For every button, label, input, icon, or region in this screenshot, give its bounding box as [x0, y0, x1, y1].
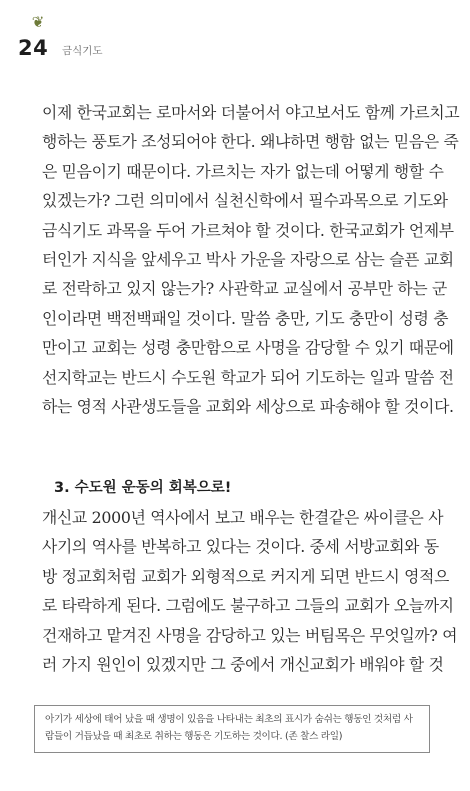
- text-line: 하는 영적 사관생도들을 교회와 세상으로 파송해야 할 것이다.: [42, 397, 454, 417]
- text-line: 건재하고 맡겨진 사명을 감당하고 있는 버팀목은 무엇일까? 여: [42, 625, 458, 645]
- text-line: 만이고 교회는 성령 충만함으로 사명을 감당할 수 있기 때문에: [42, 338, 454, 358]
- text-line: 선지학교는 반드시 수도원 학교가 되어 기도하는 일과 말씀 전: [42, 367, 454, 387]
- page-number: 24: [18, 36, 49, 60]
- quote-line: 아기가 세상에 태어 났을 때 생명이 있음을 나타내는 최초의 표시가 숨쉬는 행동인 것처럼 사: [45, 714, 413, 725]
- text-line: 개신교 2000년 역사에서 보고 배우는 한결같은 싸이클은 사: [42, 508, 444, 527]
- text-line: 러 가지 원인이 있겠지만 그 중에서 개신교회가 배워야 할 것: [42, 655, 444, 675]
- text-line: 로 전락하고 있지 않는가? 사관학교 교실에서 공부만 하는 군: [42, 279, 447, 299]
- text-line: 인이라면 백전백패일 것이다. 말씀 충만, 기도 충만이 성령 충: [42, 308, 449, 328]
- text-line: 이제 한국교회는 로마서와 더불어서 야고보서도 함께 가르치고: [42, 103, 460, 122]
- section-heading: 3. 수도원 운동의 회복으로!: [54, 480, 232, 496]
- text-line: 로 타락하게 된다. 그럼에도 불구하고 그들의 교회가 오늘까지: [42, 596, 454, 616]
- page-header: [16, 10, 136, 60]
- fleur-ornament-icon: ❦: [31, 13, 45, 31]
- text-line: 사기의 역사를 반복하고 있다는 것이다. 중세 서방교회와 동: [42, 537, 439, 557]
- text-line: 터인가 지식을 앞세우고 박사 가운을 자랑으로 삼는 슬픈 교회: [42, 250, 454, 270]
- quote-box: [34, 705, 430, 753]
- text-line: 행하는 풍토가 조성되어야 한다. 왜냐하면 행함 없는 믿음은 죽: [42, 132, 459, 152]
- running-title: 금식기도: [62, 45, 103, 57]
- paragraph-2: [42, 503, 458, 679]
- quote-line: 람들이 거듭났을 때 최초로 취하는 행동은 기도하는 것이다. (존 찰스 라일): [45, 731, 343, 742]
- text-line: 방 정교회처럼 교회가 외형적으로 커지게 되면 반드시 영적으: [42, 566, 450, 586]
- text-line: 있겠는가? 그런 의미에서 실천신학에서 필수과목으로 기도와: [42, 191, 448, 211]
- paragraph-1: [42, 98, 460, 421]
- text-line: 금식기도 과목을 두어 가르쳐야 할 것이다. 한국교회가 언제부: [42, 220, 454, 240]
- text-line: 은 믿음이기 때문이다. 가르치는 자가 없는데 어떻게 행할 수: [42, 161, 444, 181]
